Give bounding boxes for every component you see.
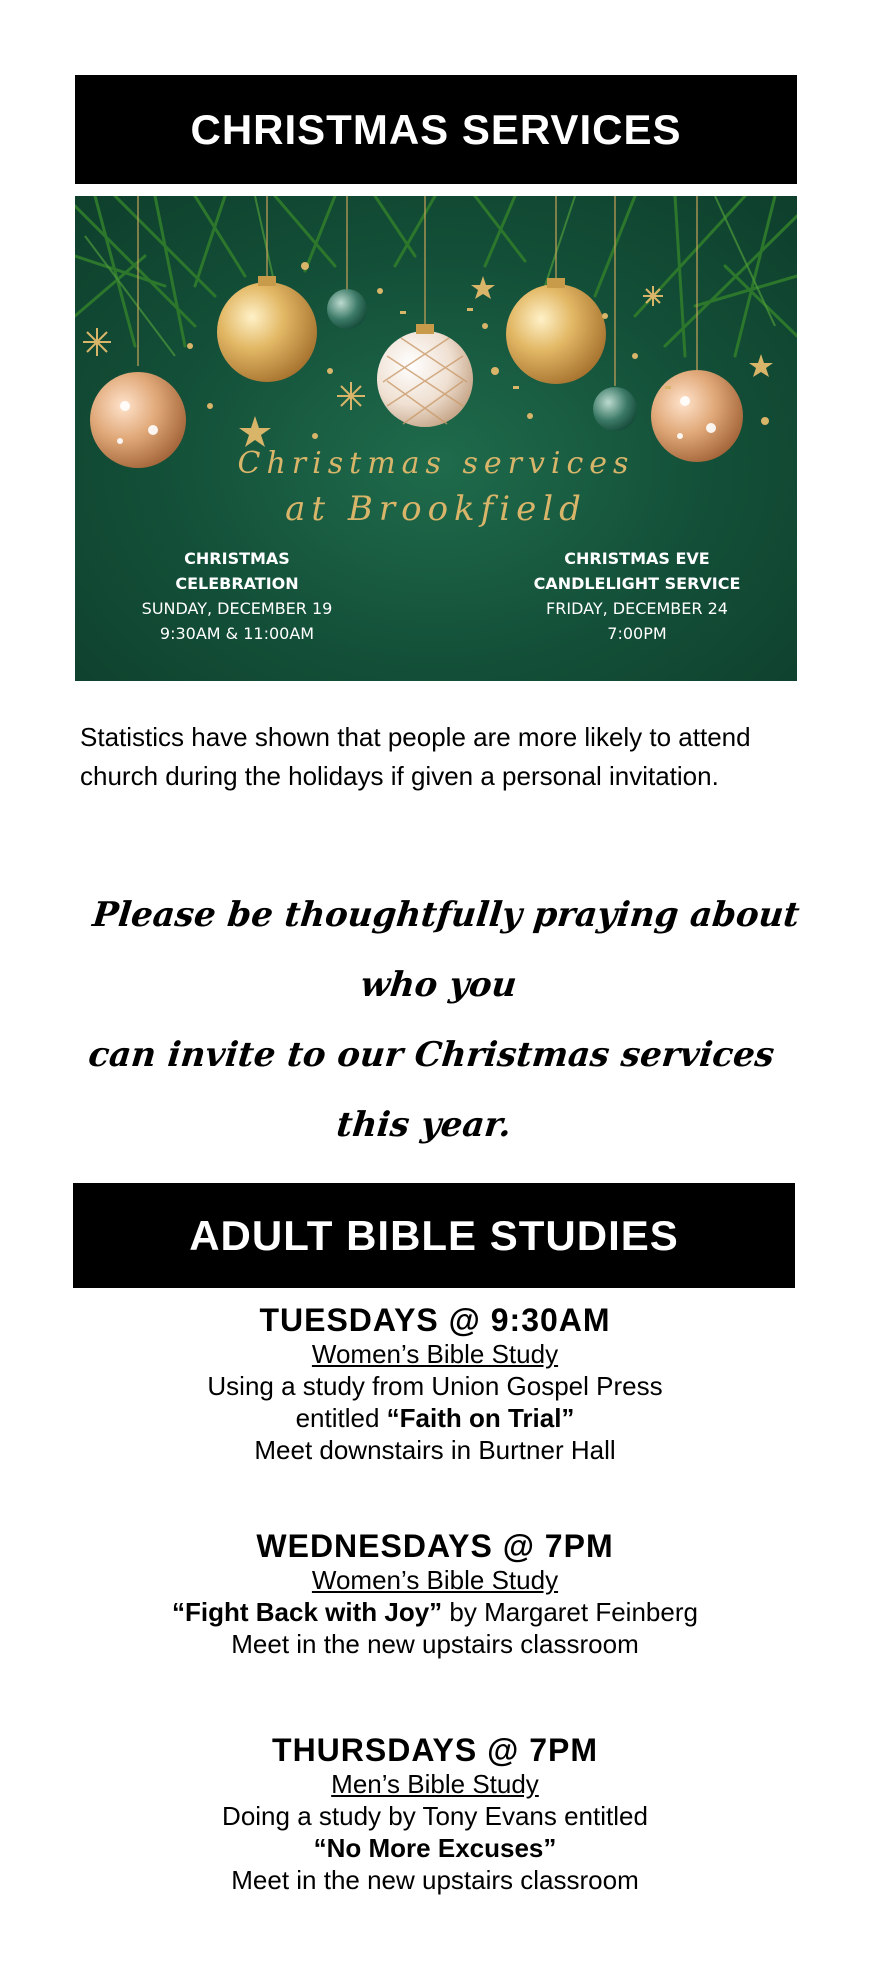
star-icon bbox=[239, 416, 271, 447]
study-location: Meet downstairs in Burtner Hall bbox=[254, 1435, 616, 1465]
service-title: CANDLELIGHT SERVICE bbox=[533, 574, 741, 593]
snowflake-icon bbox=[337, 382, 365, 410]
ornament-gold-right bbox=[506, 284, 606, 384]
pine-branch-right bbox=[595, 196, 797, 356]
study-day: TUESDAYS @ 9:30AM bbox=[259, 1302, 611, 1338]
prayer-note-line1: Please be thoughtfully praying about who you bbox=[90, 895, 802, 1005]
study-detail bbox=[80, 1402, 790, 1434]
banner-title: ADULT BIBLE STUDIES bbox=[189, 1211, 679, 1259]
christmas-celebration-info bbox=[117, 546, 357, 646]
ornament-gold-left bbox=[217, 282, 317, 382]
study-day: WEDNESDAYS @ 7PM bbox=[256, 1528, 614, 1564]
study-day: THURSDAYS @ 7PM bbox=[272, 1732, 598, 1768]
ornament-glass-left bbox=[327, 289, 367, 329]
study-detail: Doing a study by Tony Evans entitled bbox=[222, 1801, 648, 1831]
study-detail bbox=[80, 1832, 790, 1864]
study-detail-text: by Margaret Feinberg bbox=[442, 1597, 698, 1627]
service-time: 9:30AM & 11:00AM bbox=[159, 624, 315, 643]
study-detail: Using a study from Union Gospel Press bbox=[207, 1371, 663, 1401]
promo-script-line2: at Brookfield bbox=[285, 489, 587, 529]
star-icon bbox=[471, 276, 495, 299]
ornament-glass-right bbox=[593, 387, 637, 431]
prayer-note-line2: can invite to our Christmas services this year. bbox=[86, 1035, 777, 1145]
study-title: “Faith on Trial” bbox=[386, 1403, 575, 1433]
invitation-paragraph: Statistics have shown that people are more likely to attend church during the holidays if given a personal invitation. bbox=[80, 722, 751, 791]
promo-script-line1: Christmas services bbox=[237, 446, 635, 481]
candlelight-service-info bbox=[517, 546, 757, 646]
study-name: Women’s Bible Study bbox=[311, 1565, 559, 1595]
snowflake-icon bbox=[83, 328, 111, 356]
study-detail-text: entitled bbox=[295, 1403, 387, 1433]
study-location: Meet in the new upstairs classroom bbox=[231, 1865, 639, 1895]
study-thursday bbox=[80, 1732, 790, 1896]
study-location: Meet in the new upstairs classroom bbox=[231, 1629, 639, 1659]
star-icon bbox=[749, 354, 773, 377]
service-title: CHRISTMAS EVE bbox=[564, 549, 710, 568]
study-wednesday bbox=[80, 1528, 790, 1660]
christmas-services-banner bbox=[75, 75, 797, 184]
study-detail bbox=[80, 1596, 790, 1628]
snowflake-icon bbox=[643, 286, 663, 306]
study-title: “Fight Back with Joy” bbox=[172, 1597, 443, 1627]
study-tuesday bbox=[80, 1302, 790, 1466]
service-time: 7:00PM bbox=[607, 624, 667, 643]
service-date: FRIDAY, DECEMBER 24 bbox=[546, 599, 728, 618]
prayer-note bbox=[45, 880, 824, 1160]
service-title: CELEBRATION bbox=[175, 574, 299, 593]
pine-branch-center bbox=[275, 196, 525, 271]
banner-title: CHRISTMAS SERVICES bbox=[190, 105, 682, 153]
service-title: CHRISTMAS bbox=[184, 549, 290, 568]
adult-bible-studies-banner bbox=[73, 1183, 795, 1288]
service-date: SUNDAY, DECEMBER 19 bbox=[141, 599, 333, 618]
study-name: Women’s Bible Study bbox=[311, 1339, 559, 1369]
study-name: Men’s Bible Study bbox=[331, 1769, 539, 1799]
christmas-promo-image bbox=[75, 196, 797, 681]
study-title: “No More Excuses” bbox=[313, 1833, 557, 1863]
ornament-pearl-center bbox=[377, 331, 473, 427]
